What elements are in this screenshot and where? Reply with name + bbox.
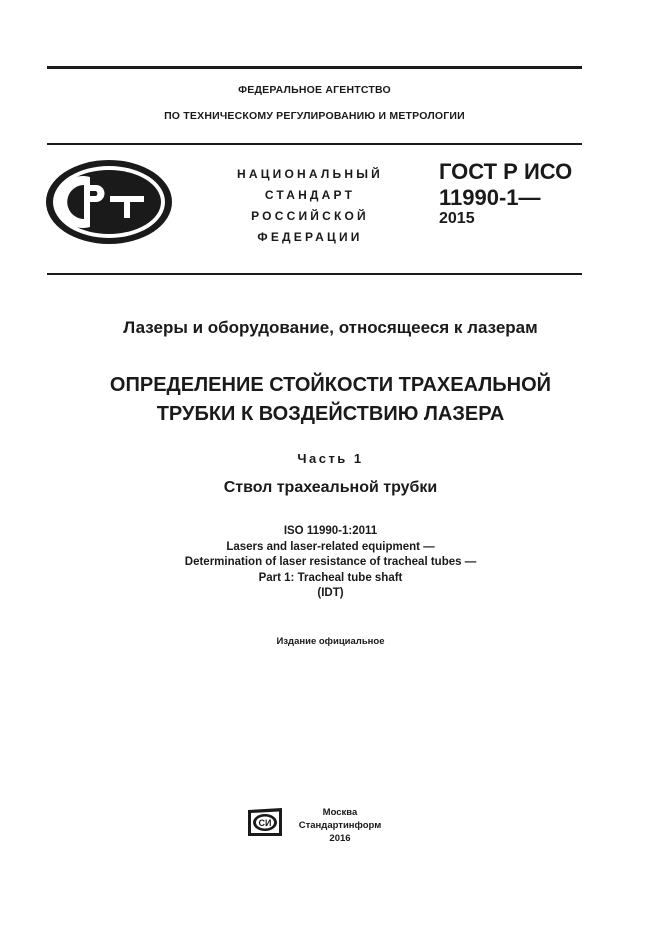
iso-code: ISO 11990-1:2011 — [283, 525, 378, 537]
gost-number: 11990-1— — [439, 185, 541, 210]
standard-type-line: РОССИЙСКОЙ — [251, 209, 369, 223]
standartinform-logo-icon — [245, 806, 285, 838]
publisher-name: Стандартинформ — [298, 820, 382, 831]
agency-name-line-1: ФЕДЕРАЛЬНОЕ АГЕНТСТВО — [238, 84, 391, 96]
publisher-year: 2016 — [329, 833, 351, 844]
iso-title-line: Part 1: Tracheal tube shaft — [258, 571, 403, 584]
edition-note: Издание официальное — [276, 636, 385, 647]
standard-type-line: ФЕДЕРАЦИИ — [257, 230, 363, 244]
document-title-line: ТРУБКИ К ВОЗДЕЙСТВИЮ ЛАЗЕРА — [156, 403, 505, 425]
document-title-line: ОПРЕДЕЛЕНИЕ СТОЙКОСТИ ТРАХЕАЛЬНОЙ — [109, 374, 552, 396]
header-rule — [47, 143, 582, 145]
iso-reference — [0, 524, 661, 602]
document-title — [0, 371, 661, 429]
standard-type — [210, 164, 410, 248]
iso-title-line: Determination of laser resistance of tracheal tubes — — [184, 556, 477, 568]
document-subtitle: Лазеры и оборудование, относящееся к лазерам — [123, 318, 538, 337]
standard-type-line: НАЦИОНАЛЬНЫЙ — [236, 167, 384, 181]
svg-text:СИ: СИ — [258, 818, 272, 828]
part-number: Часть 1 — [297, 451, 364, 466]
gost-year: 2015 — [439, 210, 475, 227]
standard-type-line: СТАНДАРТ — [264, 188, 356, 202]
gost-title: ГОСТ Р ИСО — [439, 159, 573, 184]
header-bottom-rule — [47, 273, 582, 275]
iso-equivalence: (IDT) — [317, 587, 344, 599]
part-title: Ствол трахеальной трубки — [223, 479, 438, 496]
rst-logo-icon — [44, 158, 174, 246]
top-rule — [47, 66, 582, 69]
agency-name-line-2: ПО ТЕХНИЧЕСКОМУ РЕГУЛИРОВАНИЮ И МЕТРОЛОГИИ — [164, 110, 465, 122]
publisher-info — [290, 806, 390, 845]
iso-title-line: Lasers and laser-related equipment — — [226, 540, 435, 553]
publisher-city: Москва — [322, 807, 358, 818]
